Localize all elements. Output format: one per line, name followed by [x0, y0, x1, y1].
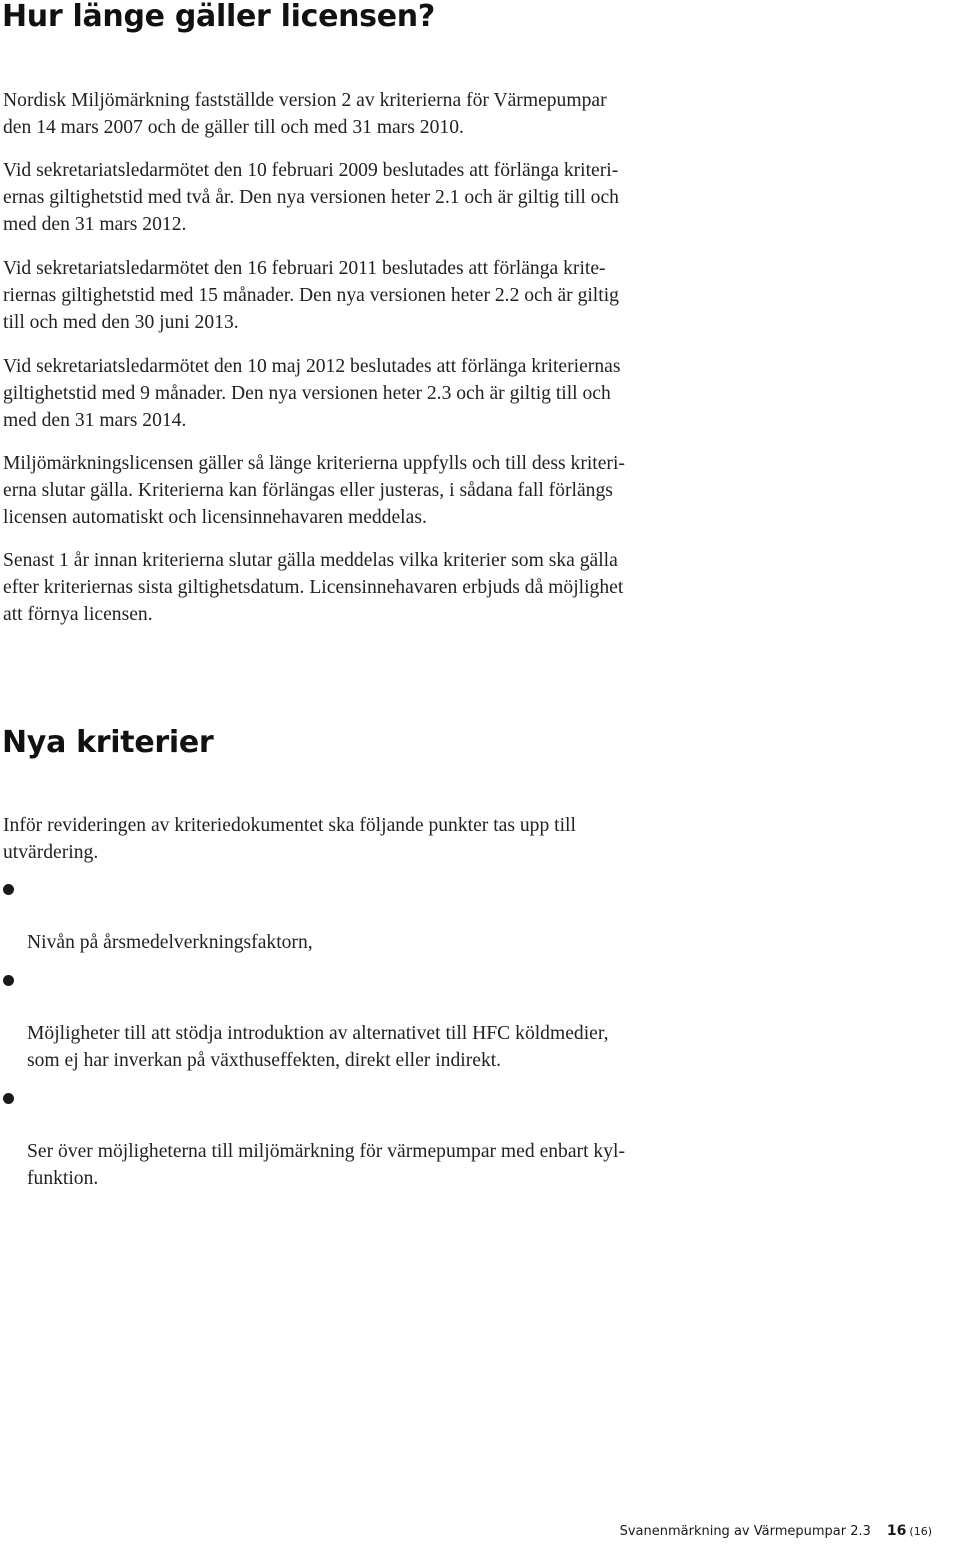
bullet-text: Möjligheter till att stödja introduktion av alternativet till HFC köldmedier, som ej har inverkan på växthuseffekten, direkt eller indirekt.	[27, 1023, 609, 1071]
bullet-item	[0, 1084, 780, 1192]
footer-document-title: Svanenmärkning av Värmepumpar	[619, 1524, 847, 1539]
paragraph: Vid sekretariatsledarmötet den 10 februari 2009 beslutades att förlänga kriteri- ernas giltighetstid med två år. Den nya versionen heter 2.1 och är giltig till och med den 31 mars 2012.	[3, 160, 619, 235]
bullet-item	[0, 966, 780, 1074]
bullet-icon	[3, 975, 14, 986]
page-footer	[620, 1523, 932, 1540]
paragraph: Nordisk Miljömärkning fastställde version 2 av kriterierna för Värmepumpar den 14 mars 2007 och de gäller till och med 31 mars 2010.	[3, 90, 607, 138]
bullet-item	[0, 875, 780, 956]
paragraph: Vid sekretariatsledarmötet den 10 maj 2012 beslutades att förlänga kriteriernas giltighetstid med 9 månader. Den nya versionen heter 2.3 och är giltig till och med den 31 mars 2014.	[3, 356, 621, 431]
footer-version: 2.3	[850, 1524, 871, 1539]
bullet-list	[0, 875, 780, 1192]
bullet-icon	[3, 884, 14, 895]
bullet-text: Ser över möjligheterna till miljömärkning för värmepumpar med enbart kyl- funktion.	[27, 1141, 625, 1189]
paragraph: Senast 1 år innan kriterierna slutar gälla meddelas vilka kriterier som ska gälla efter kriteriernas sista giltighetsdatum. Licensinnehavaren erbjuds då möjlighet att förnya licensen.	[3, 550, 624, 625]
bullet-icon	[3, 1093, 14, 1104]
section-heading-new-criteria: Nya kriterier	[2, 725, 214, 760]
paragraph: Miljömärkningslicensen gäller så länge kriterierna uppfylls och till dess kriteri- erna slutar gälla. Kriterierna kan förlängas eller justeras, i sådana fall förlängs licensen automatiskt och licensinnehavaren meddelas.	[3, 453, 625, 528]
section-heading-license: Hur länge gäller licensen?	[2, 0, 435, 34]
intro-paragraph: Inför revideringen av kriteriedokumentet ska följande punkter tas upp till utvärdering.	[3, 815, 576, 863]
paragraph: Vid sekretariatsledarmötet den 16 februari 2011 beslutades att förlänga krite- riernas giltighetstid med 15 månader. Den nya versionen heter 2.2 och är giltig till och med den 30 juni 2013.	[3, 258, 619, 333]
bullet-text: Nivån på årsmedelverkningsfaktorn,	[27, 932, 313, 953]
footer-page-number: 16	[886, 1523, 907, 1539]
footer-page-total: (16)	[909, 1525, 932, 1538]
